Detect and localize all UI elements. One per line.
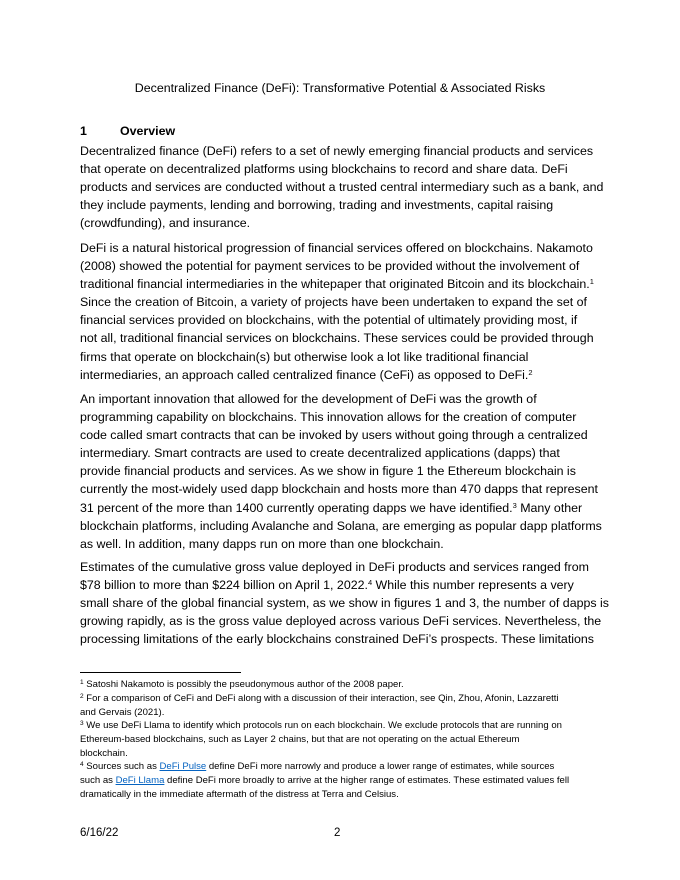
- footnote-text: For a comparison of CeFi and DeFi along with a discussion of their interaction, see Qin, Zhou, Afonin, Lazzaretti: [86, 693, 559, 704]
- footnote-ref-2[interactable]: 2: [528, 367, 533, 377]
- section-heading: [80, 122, 175, 140]
- paragraph-line: blockchain platforms, including Avalanche and Solana, are emerging as popular dapp platforms: [80, 518, 602, 533]
- footnote-ref-3[interactable]: 3: [512, 500, 517, 510]
- paragraph-line: not all, traditional financial services on blockchains. These services could be provided through: [80, 331, 594, 346]
- paragraph-2: [80, 239, 610, 384]
- footnote-number: 1: [80, 679, 84, 686]
- paragraph-line: financial services provided on blockchains, with the potential of ultimately providing most, if: [80, 313, 578, 328]
- section-title: Overview: [120, 124, 176, 138]
- footnote-text: dramatically in the immediate aftermath of the distress at Terra and Celsius.: [80, 788, 399, 800]
- document-title: Decentralized Finance (DeFi): Transformative Potential & Associated Risks: [134, 81, 546, 95]
- paragraph-line: Since the creation of Bitcoin, a variety of projects have been undertaken to expand the set of: [80, 295, 587, 310]
- footnote-2: [80, 692, 605, 720]
- paragraph-line: that operate on decentralized platforms using blockchains to record and share data. DeFi: [80, 162, 568, 177]
- defi-llama-link[interactable]: DeFi Llama: [115, 774, 165, 786]
- footnote-text: Ethereum-based blockchains, such as Layer 2 chains, but that are not operating on the actual Ethereum: [80, 733, 520, 745]
- paragraph-line: intermediaries, an approach called centralized finance (CeFi) as opposed to DeFi.$^2$: [80, 367, 533, 382]
- paragraph-line: Decentralized finance (DeFi) refers to a set of newly emerging financial products and services: [80, 144, 594, 158]
- paragraph-line: (2008) showed the potential for payment services to be provided without the involvement of: [80, 259, 580, 274]
- paragraph-1: [80, 142, 610, 232]
- paragraph-line: provide financial products and services. As we show in figure 1 the Ethereum blockchain is: [80, 464, 576, 479]
- footnote-number: 4: [80, 761, 84, 768]
- footnote-4: $^4$ Sources such as DeFi Pulse define DeFi more narrowly and produce a lower range of estimates, while sources such as DeFi Llama define DeFi more broadly to arrive at the higher range of estimates. These estimated values fell dramatically in the immediate aftermath of the distress at Terra and Celsius.: [80, 760, 605, 802]
- paragraph-line: An important innovation that allowed for the development of DeFi was the growth of: [80, 392, 537, 406]
- footnote-number: 2: [80, 693, 84, 700]
- footnote-ref-4[interactable]: 4: [367, 578, 373, 588]
- section-number: 1: [80, 124, 87, 138]
- paragraph-line: 31 percent of the more than 1400 currently operating dapps we have identified.$^3$ Many other: [80, 500, 583, 515]
- footnote-separator: [80, 672, 241, 673]
- paragraph-line: small share of the global financial system, as we show in figures 1 and 3, the number of dapps is: [80, 596, 609, 611]
- paragraph-line: traditional financial intermediaries in the whitepaper that originated Bitcoin and its blockchain.$^1$: [80, 277, 594, 292]
- paragraph-line: growing rapidly, as is the gross value deployed across various DeFi services. Nevertheless, the: [80, 614, 602, 629]
- paragraph-line: (crowdfunding), and insurance.: [80, 216, 251, 231]
- footnote-text: We use DeFi Llama to identify which protocols run on each blockchain. We exclude protocols that are running on: [86, 720, 562, 731]
- paragraph-line: as well. In addition, many dapps run on more than one blockchain.: [80, 536, 444, 551]
- paragraph-line: code called smart contracts that can be invoked by users without going through a centralized: [80, 428, 588, 443]
- paragraph-3: [80, 390, 610, 553]
- paragraph-line: programming capability on blockchains. This innovation allows for the creation of computer: [80, 410, 577, 425]
- paragraph-line: processing limitations of the early blockchains constrained DeFi’s prospects. These limitations: [80, 632, 594, 647]
- paragraph-line: $78 billion to more than $224 billion on April 1, 2022.$^4$ While this number represents a very: [80, 578, 574, 593]
- paragraph-line: they include payments, lending and borrowing, trading and investments, capital raising: [80, 198, 554, 213]
- footnote-text: Satoshi Nakamoto is possibly the pseudonymous author of the 2008 paper.: [86, 679, 404, 690]
- paragraph-line: currently the most-widely used dapp blockchain and hosts more than 470 dapps that represent: [80, 482, 598, 497]
- footnote-ref-1[interactable]: 1: [589, 277, 594, 287]
- paragraph-line: products and services are conducted without a trusted central intermediary such as a bank, and: [80, 180, 604, 195]
- footnote-text: and Gervais (2021).: [80, 706, 165, 718]
- footnote-text: blockchain.: [80, 747, 128, 759]
- paragraph-line: DeFi is a natural historical progression of financial services offered on blockchains. Nakamoto: [80, 241, 593, 255]
- footer-date: 6/16/22: [80, 827, 119, 839]
- footnote-number: 3: [80, 720, 84, 727]
- footnote-1: [80, 678, 605, 692]
- page-number: 2: [334, 827, 341, 839]
- paragraph-line: Estimates of the cumulative gross value deployed in DeFi products and services ranged from: [80, 560, 589, 574]
- paragraph-line: intermediary. Smart contracts are used to create decentralized applications (dapps) that: [80, 446, 560, 461]
- defi-pulse-link[interactable]: DeFi Pulse: [159, 761, 207, 772]
- paragraph-4: [80, 558, 610, 648]
- paragraph-line: firms that operate on blockchain(s) but otherwise look a lot like traditional financial: [80, 349, 529, 364]
- footnote-3: [80, 719, 605, 761]
